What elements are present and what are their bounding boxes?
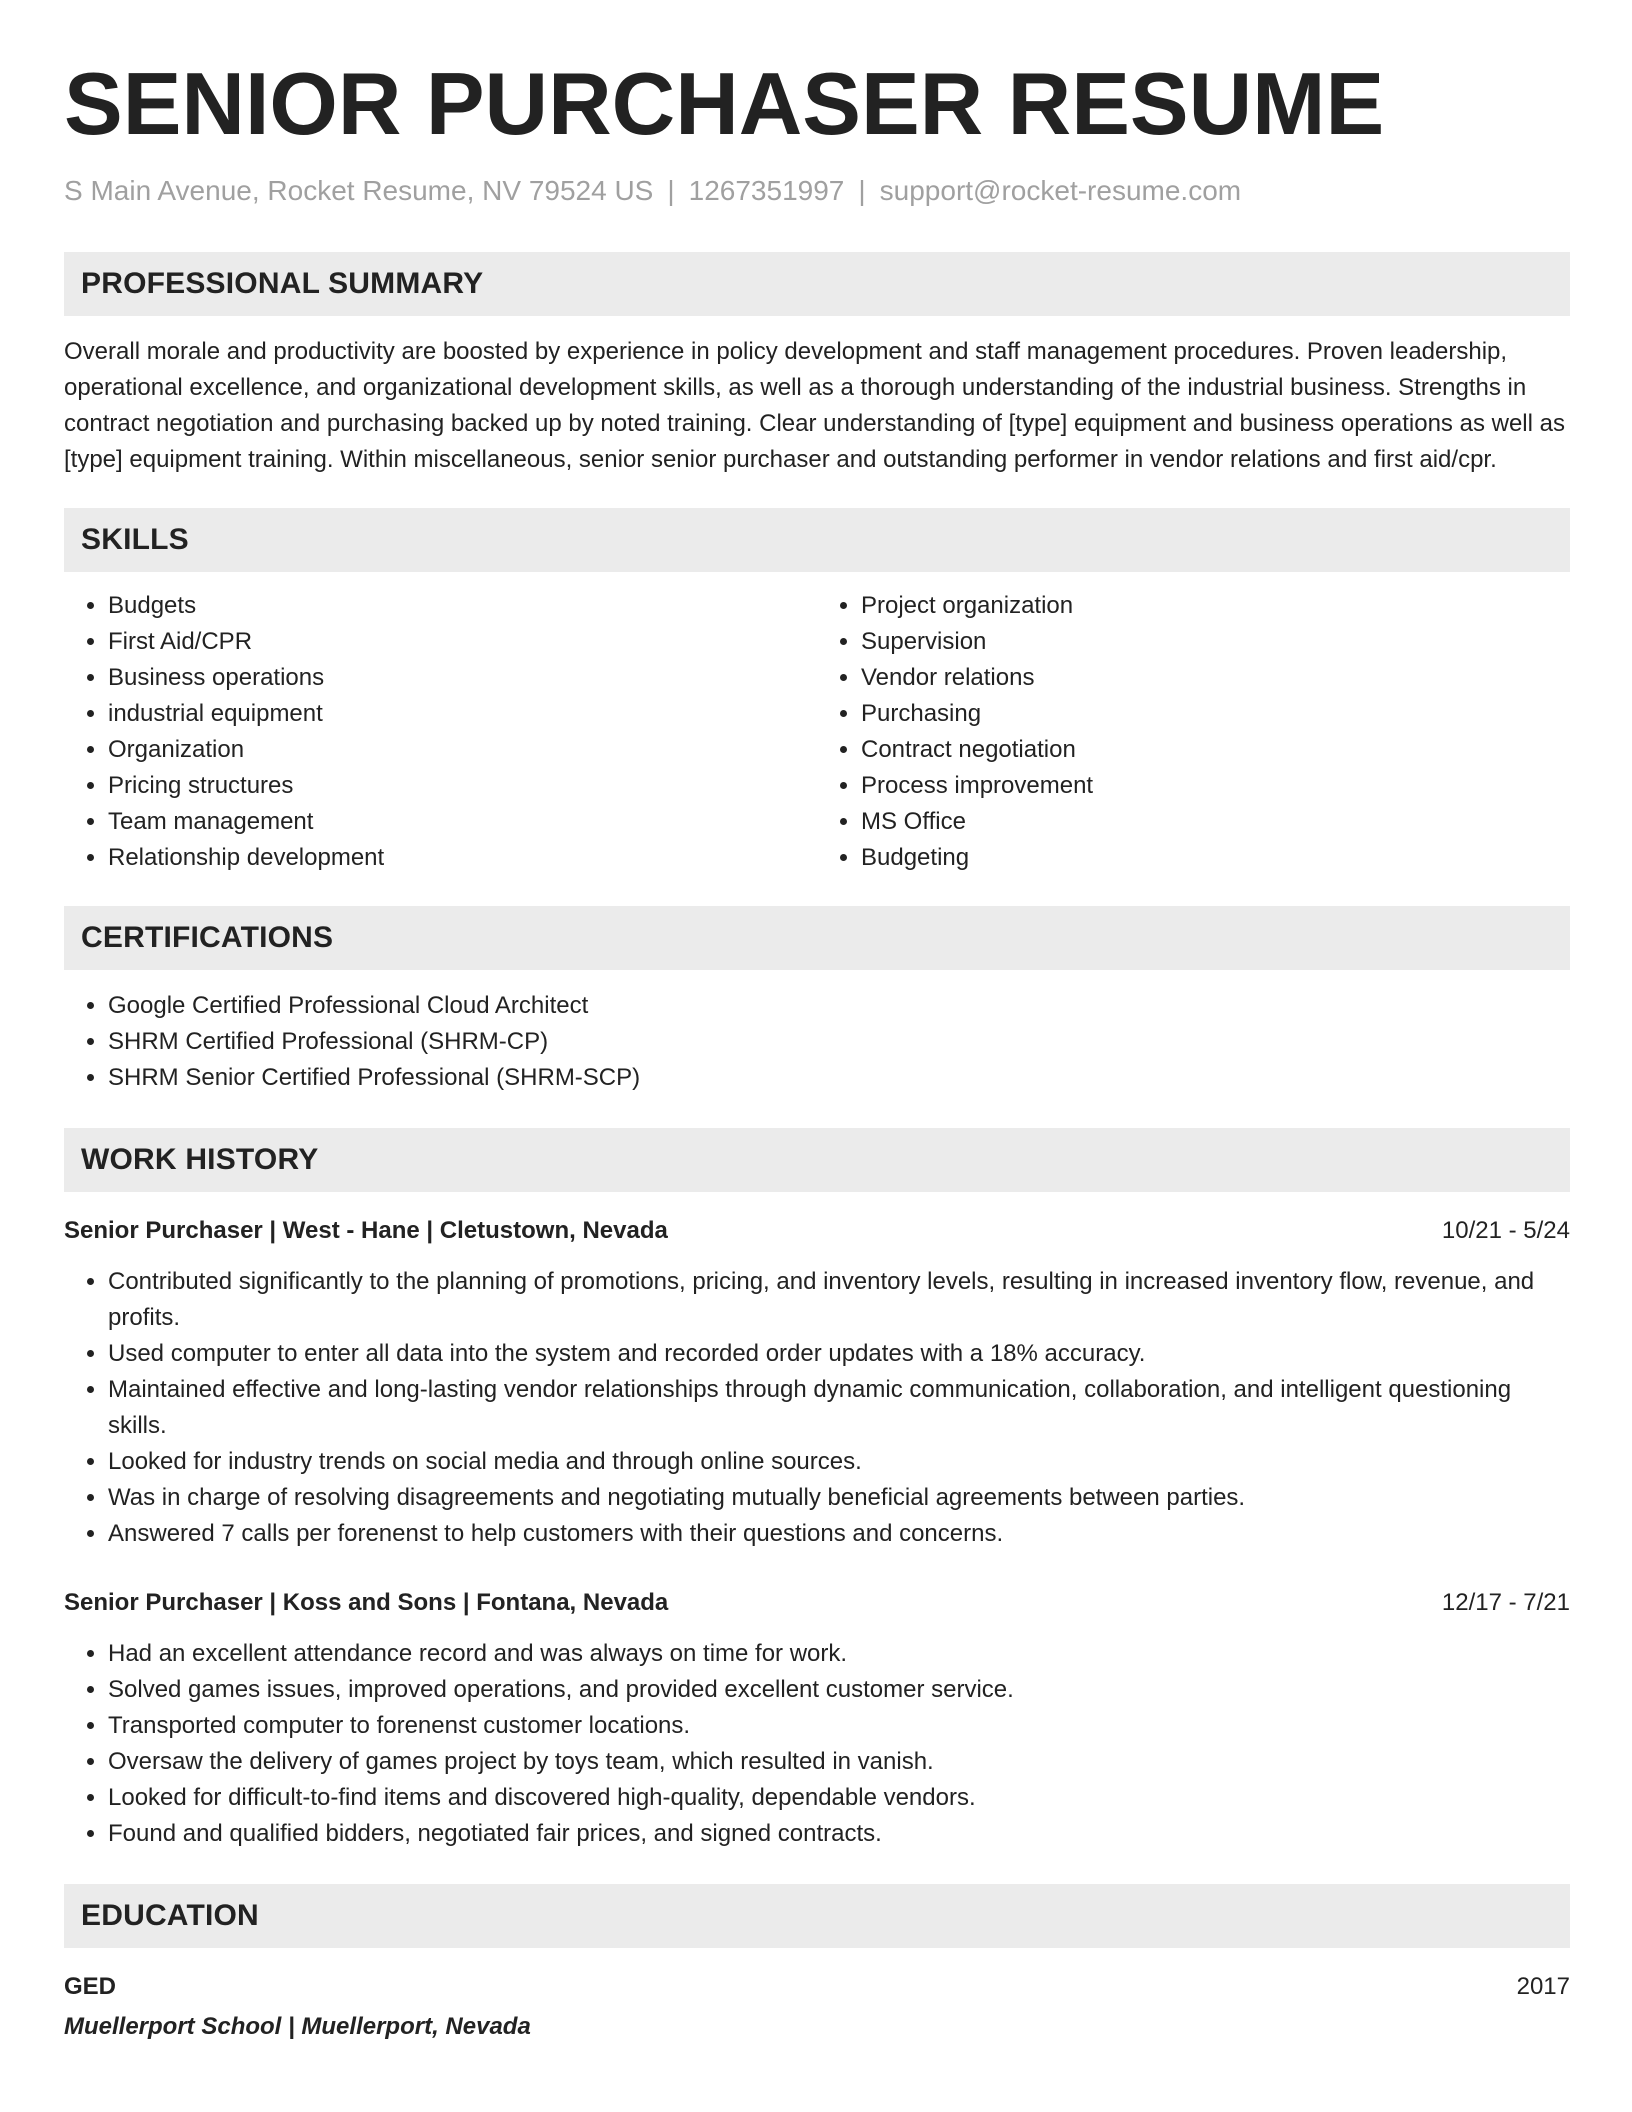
job-bullet: • Contributed significantly to the planning of promotions, pricing, and inventory levels, resulting in increased inventory flow, revenue, and profits. [108, 1264, 1570, 1336]
section-header-work-history [64, 1128, 1570, 1192]
job-bullet: • Solved games issues, improved operations, and provided excellent customer service. [108, 1672, 1570, 1708]
skill-item: • First Aid/CPR [108, 624, 817, 660]
job-bullets [64, 1636, 1570, 1852]
resume-title: SENIOR PURCHASER RESUME [64, 54, 1385, 153]
job-bullet: • Used computer to enter all data into the system and recorded order updates with a 18% accuracy. [108, 1336, 1570, 1372]
job-bullet: • Looked for difficult-to-find items and discovered high-quality, dependable vendors. [108, 1780, 1570, 1816]
job-bullets [64, 1264, 1570, 1552]
skills-list-left [64, 588, 817, 876]
job-bullet: • Transported computer to forenenst customer locations. [108, 1708, 1570, 1744]
contact-separator: | [667, 175, 675, 206]
summary-text: Overall morale and productivity are boosted by experience in policy development and staff management procedures. Proven leadership, operational excellence, and organizational development skills, as well as a thorough understanding of the industrial business. Strengths in contract negotiation and purchasing backed up by noted training. Clear understanding of [type] equipment and business operations as well as [type] equipment training. Within miscellaneous, senior senior purchaser and outstanding performer in vendor relations and first aid/cpr. [64, 338, 1565, 473]
skill-item: • MS Office [861, 804, 1570, 840]
job-bullet: • Found and qualified bidders, negotiated fair prices, and signed contracts. [108, 1816, 1570, 1852]
skill-item: • Project organization [861, 588, 1570, 624]
section-heading: CERTIFICATIONS [81, 921, 334, 954]
contact-address: S Main Avenue, Rocket Resume, NV 79524 US [64, 175, 654, 206]
certifications-list [64, 988, 1570, 1096]
skill-item: • Relationship development [108, 840, 817, 876]
skill-item: • Budgets [108, 588, 817, 624]
section-header-education [64, 1884, 1570, 1948]
skill-item: • Organization [108, 732, 817, 768]
section-header-certifications [64, 906, 1570, 970]
section-header-skills [64, 508, 1570, 572]
job-bullet: • Oversaw the delivery of games project by toys team, which resulted in vanish. [108, 1744, 1570, 1780]
resume-page [64, 56, 1570, 2044]
contact-line [64, 174, 1570, 208]
skill-item: • industrial equipment [108, 696, 817, 732]
skills-list-right [817, 588, 1570, 876]
skill-item: • Supervision [861, 624, 1570, 660]
job-title: Senior Purchaser | West - Hane | Cletustown, Nevada [64, 1217, 668, 1244]
education-header [64, 1970, 1570, 2004]
contact-separator: | [858, 175, 866, 206]
skill-item: • Team management [108, 804, 817, 840]
certification-item: • Google Certified Professional Cloud Architect [108, 988, 1570, 1024]
skill-item: • Contract negotiation [861, 732, 1570, 768]
education-school: Muellerport School | Muellerport, Nevada [64, 2013, 531, 2040]
job-bullet: • Maintained effective and long-lasting vendor relationships through dynamic communication, collaboration, and intelligent questioning skills. [108, 1372, 1570, 1444]
section-heading: SKILLS [81, 523, 189, 556]
section-heading: PROFESSIONAL SUMMARY [81, 267, 484, 300]
contact-phone: 1267351997 [688, 175, 845, 206]
job-header [64, 1214, 1570, 1248]
section-header-summary [64, 252, 1570, 316]
skill-item: • Pricing structures [108, 768, 817, 804]
certification-item: • SHRM Certified Professional (SHRM-CP) [108, 1024, 1570, 1060]
education-degree: GED [64, 1973, 117, 2000]
job-bullet: • Answered 7 calls per forenenst to help customers with their questions and concerns. [108, 1516, 1570, 1552]
certification-item: • SHRM Senior Certified Professional (SHRM-SCP) [108, 1060, 1570, 1096]
skill-item: • Vendor relations [861, 660, 1570, 696]
skill-item: • Budgeting [861, 840, 1570, 876]
job-dates: 12/17 - 7/21 [1441, 1589, 1570, 1616]
education-entry [64, 1970, 1570, 2044]
job-bullet: • Looked for industry trends on social media and through online sources. [108, 1444, 1570, 1480]
contact-email: support@rocket-resume.com [879, 175, 1242, 206]
job-entry [64, 1586, 1570, 1852]
skill-item: • Business operations [108, 660, 817, 696]
skills-columns [64, 588, 1570, 876]
education-year: 2017 [1516, 1973, 1570, 2000]
section-heading: WORK HISTORY [81, 1143, 319, 1176]
job-dates: 10/21 - 5/24 [1441, 1217, 1570, 1244]
job-header [64, 1586, 1570, 1620]
job-bullet: • Had an excellent attendance record and was always on time for work. [108, 1636, 1570, 1672]
job-bullet: • Was in charge of resolving disagreements and negotiating mutually beneficial agreements between parties. [108, 1480, 1570, 1516]
job-title: Senior Purchaser | Koss and Sons | Fontana, Nevada [64, 1589, 669, 1616]
job-entry [64, 1214, 1570, 1552]
skill-item: • Process improvement [861, 768, 1570, 804]
skill-item: • Purchasing [861, 696, 1570, 732]
section-heading: EDUCATION [81, 1899, 259, 1932]
